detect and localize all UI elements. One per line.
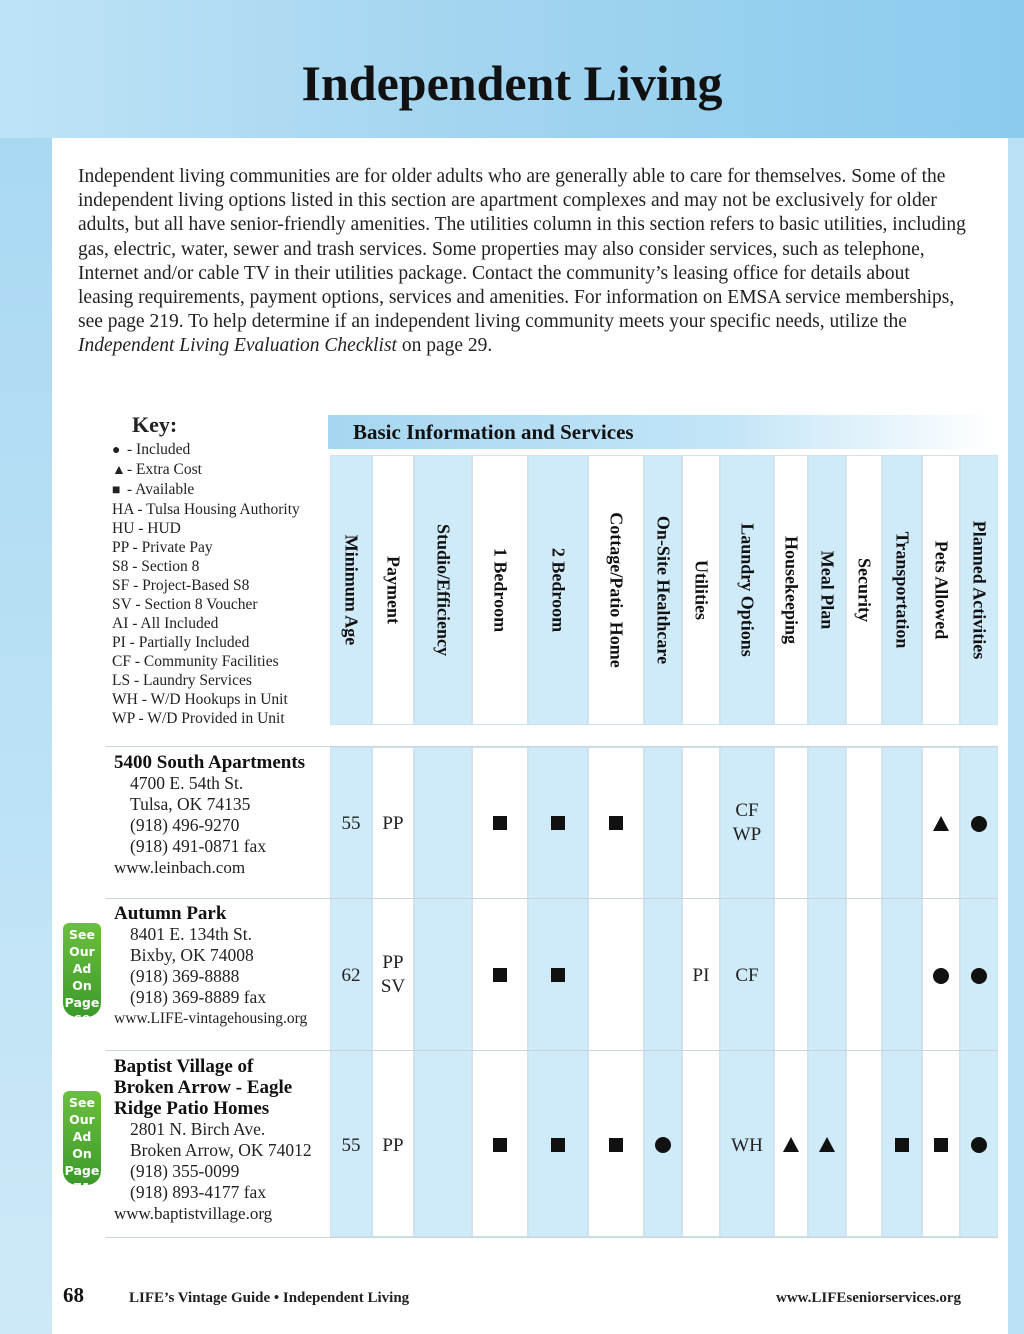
ad-badge[interactable] [63, 923, 101, 1027]
key-item: LS - Laundry Services [112, 672, 252, 689]
column-header-pets [922, 455, 960, 725]
ad-badge-line: Page [64, 1163, 100, 1178]
column-body [808, 747, 846, 1237]
section-title: Basic Information and Services [353, 420, 634, 444]
column-header-payment [372, 455, 414, 725]
listing-city: Broken Arrow, OK 74012 [130, 1140, 312, 1160]
available-icon [934, 1138, 948, 1152]
min-age-value: 55 [341, 813, 361, 834]
key-item: PI - Partially Included [112, 634, 250, 651]
column-label: Laundry Options [737, 523, 758, 657]
column-header-cottage [588, 455, 644, 725]
ad-badge-line: See [69, 927, 95, 942]
circle-icon: ● [112, 443, 121, 458]
laundry-value: WH [731, 1135, 763, 1156]
intro-paragraph [78, 165, 968, 359]
laundry-line: WP [732, 824, 762, 845]
row-divider [106, 1050, 998, 1051]
column-label: Minimum Age [341, 534, 362, 646]
column-label: Studio/Efficiency [433, 523, 454, 657]
page-title: Independent Living [301, 55, 723, 111]
triangle-icon: ▲ [112, 463, 126, 478]
ad-badge-line: See [69, 1095, 95, 1110]
available-icon [609, 816, 623, 830]
column-body [882, 747, 922, 1237]
column-header-2-bedroom [528, 455, 588, 725]
payment-line: SV [380, 976, 406, 997]
listing-address: 8401 E. 134th St. [130, 924, 253, 944]
key-item: HA - Tulsa Housing Authority [112, 501, 300, 518]
listing-fax: (918) 491-0871 fax [130, 836, 267, 856]
laundry-value [720, 799, 774, 847]
column-label: Transportation [892, 531, 913, 649]
key-item: WP - W/D Provided in Unit [112, 710, 285, 727]
intro-text-end: on page 29. [396, 335, 493, 357]
available-icon [895, 1138, 909, 1152]
listing-address: 2801 N. Birch Ave. [130, 1119, 266, 1139]
column-header-minimum-age [330, 455, 372, 725]
available-icon [493, 1138, 507, 1152]
column-label: Payment [383, 556, 404, 624]
available-icon [551, 816, 565, 830]
laundry-line: CF [735, 800, 759, 821]
row-divider [106, 746, 998, 747]
included-icon [933, 968, 949, 984]
listing-fax: (918) 369-8889 fax [130, 987, 267, 1007]
listing-baptist-village [114, 1056, 312, 1225]
column-label: On-Site Healthcare [653, 515, 674, 665]
extra-cost-icon [783, 1137, 799, 1152]
listing-autumn-park [114, 903, 307, 1030]
column-header-activities [960, 455, 998, 725]
key-item [112, 440, 327, 460]
available-icon [551, 968, 565, 982]
listing-name: Ridge Patio Homes [114, 1098, 270, 1119]
listing-website[interactable]: www.LIFE-vintagehousing.org [114, 1010, 308, 1027]
right-border [1008, 138, 1024, 1334]
listing-address: 4700 E. 54th St. [130, 773, 244, 793]
key-item: HU - HUD [112, 520, 181, 537]
ad-badge-line: Our [69, 944, 95, 959]
payment-value: PP [382, 1135, 404, 1156]
payment-value: PP [382, 813, 404, 834]
listing-website[interactable]: www.baptistvillage.org [114, 1204, 273, 1223]
column-header-security [846, 455, 882, 725]
ad-badge-line: 69 [73, 1012, 91, 1027]
available-icon [493, 968, 507, 982]
key-item: SV - Section 8 Voucher [112, 596, 258, 613]
column-body [846, 747, 882, 1237]
column-header-housekeeping [774, 455, 808, 725]
listing-name: Baptist Village of [114, 1056, 254, 1077]
extra-cost-icon [933, 816, 949, 831]
checklist-title: Independent Living Evaluation Checklist [78, 335, 397, 357]
key-item-text: - Extra Cost [127, 461, 202, 478]
key-item [112, 460, 327, 480]
column-header-laundry [720, 455, 774, 725]
column-header-healthcare [644, 455, 682, 725]
key-item: CF - Community Facilities [112, 653, 279, 670]
column-body [774, 747, 808, 1237]
listing-fax: (918) 893-4177 fax [130, 1182, 267, 1202]
section-header-band [328, 415, 998, 449]
min-age-value: 55 [341, 1135, 361, 1156]
key-item-text: - Included [127, 441, 191, 458]
column-header-meal-plan [808, 455, 846, 725]
row-divider [106, 898, 998, 899]
available-icon [551, 1138, 565, 1152]
column-label: Meal Plan [817, 550, 838, 630]
column-label: Security [854, 558, 875, 622]
listing-5400-south [114, 752, 305, 879]
column-label: Planned Activities [969, 520, 990, 660]
column-body [414, 747, 472, 1237]
ad-badge-line: Our [69, 1112, 95, 1127]
column-label: 2 Bedroom [548, 547, 569, 633]
included-icon [655, 1137, 671, 1153]
column-label: Housekeeping [781, 535, 802, 645]
ad-badge-line: Page [64, 995, 100, 1010]
key-item: AI - All Included [112, 615, 219, 632]
utilities-value: PI [692, 965, 710, 986]
ad-badge-line: Ad On [72, 1129, 92, 1161]
key-item [112, 480, 327, 500]
column-header-studio [414, 455, 472, 725]
column-label: Pets Allowed [931, 540, 952, 640]
payment-line: PP [382, 952, 404, 973]
available-icon [493, 816, 507, 830]
footer-publication: LIFE’s Vintage Guide • Independent Living [129, 1290, 410, 1306]
column-header-utilities [682, 455, 720, 725]
ad-badge-line: Ad On [72, 961, 92, 993]
column-body [682, 747, 720, 1237]
available-icon [609, 1138, 623, 1152]
column-header-transportation [882, 455, 922, 725]
footer-website[interactable]: www.LIFEseniorservices.org [776, 1290, 961, 1306]
key-legend [112, 412, 327, 728]
listing-name: Autumn Park [114, 903, 227, 924]
listing-name: Broken Arrow - Eagle [114, 1077, 293, 1098]
left-border [0, 138, 52, 1334]
listing-phone: (918) 355-0099 [130, 1161, 240, 1181]
included-icon [971, 1137, 987, 1153]
listing-website[interactable]: www.leinbach.com [114, 858, 246, 877]
payment-value [372, 951, 414, 999]
key-title: Key: [132, 412, 178, 437]
listing-city: Tulsa, OK 74135 [130, 794, 251, 814]
listing-city: Bixby, OK 74008 [130, 945, 254, 965]
included-icon [971, 968, 987, 984]
min-age-value: 62 [341, 965, 361, 986]
key-item: WH - W/D Hookups in Unit [112, 691, 288, 708]
laundry-value: CF [735, 965, 759, 986]
ad-badge-line: 71 [73, 1180, 91, 1195]
included-icon [971, 816, 987, 832]
ad-badge[interactable] [63, 1091, 101, 1195]
intro-text: Independent living communities are for older adults who are generally able to care for themselves. Some of the independent living options listed in this section are apartment complexes and may not be exclusively for older adults, but all have senior-friendly amenities. The utilities column in this section refers to basic utilities, including gas, electric, water, sewer and trash services. Some properties may also consider services, such as telephone, Internet and/or cable TV in their utilities package. Contact the community’s leasing office for details about leasing requirements, payment options, services and amenities. For information on EMSA service memberships, see page 219. To help determine if an independent living community meets your specific needs, utilize the [78, 166, 966, 333]
column-label: Cottage/Patio Home [606, 512, 627, 668]
listing-phone: (918) 496-9270 [130, 815, 240, 835]
page-number: 68 [63, 1283, 84, 1307]
column-header-1-bedroom [472, 455, 528, 725]
key-item: S8 - Section 8 [112, 558, 200, 575]
listing-name: 5400 South Apartments [114, 752, 306, 773]
square-icon: ■ [112, 483, 121, 498]
column-body [644, 747, 682, 1237]
key-item: PP - Private Pay [112, 539, 213, 556]
row-divider [106, 1237, 998, 1238]
column-label: 1 Bedroom [490, 547, 511, 633]
key-item: SF - Project-Based S8 [112, 577, 250, 594]
listing-phone: (918) 369-8888 [130, 966, 240, 986]
column-label: Utilities [691, 560, 712, 620]
key-item-text: - Available [127, 481, 195, 498]
extra-cost-icon [819, 1137, 835, 1152]
